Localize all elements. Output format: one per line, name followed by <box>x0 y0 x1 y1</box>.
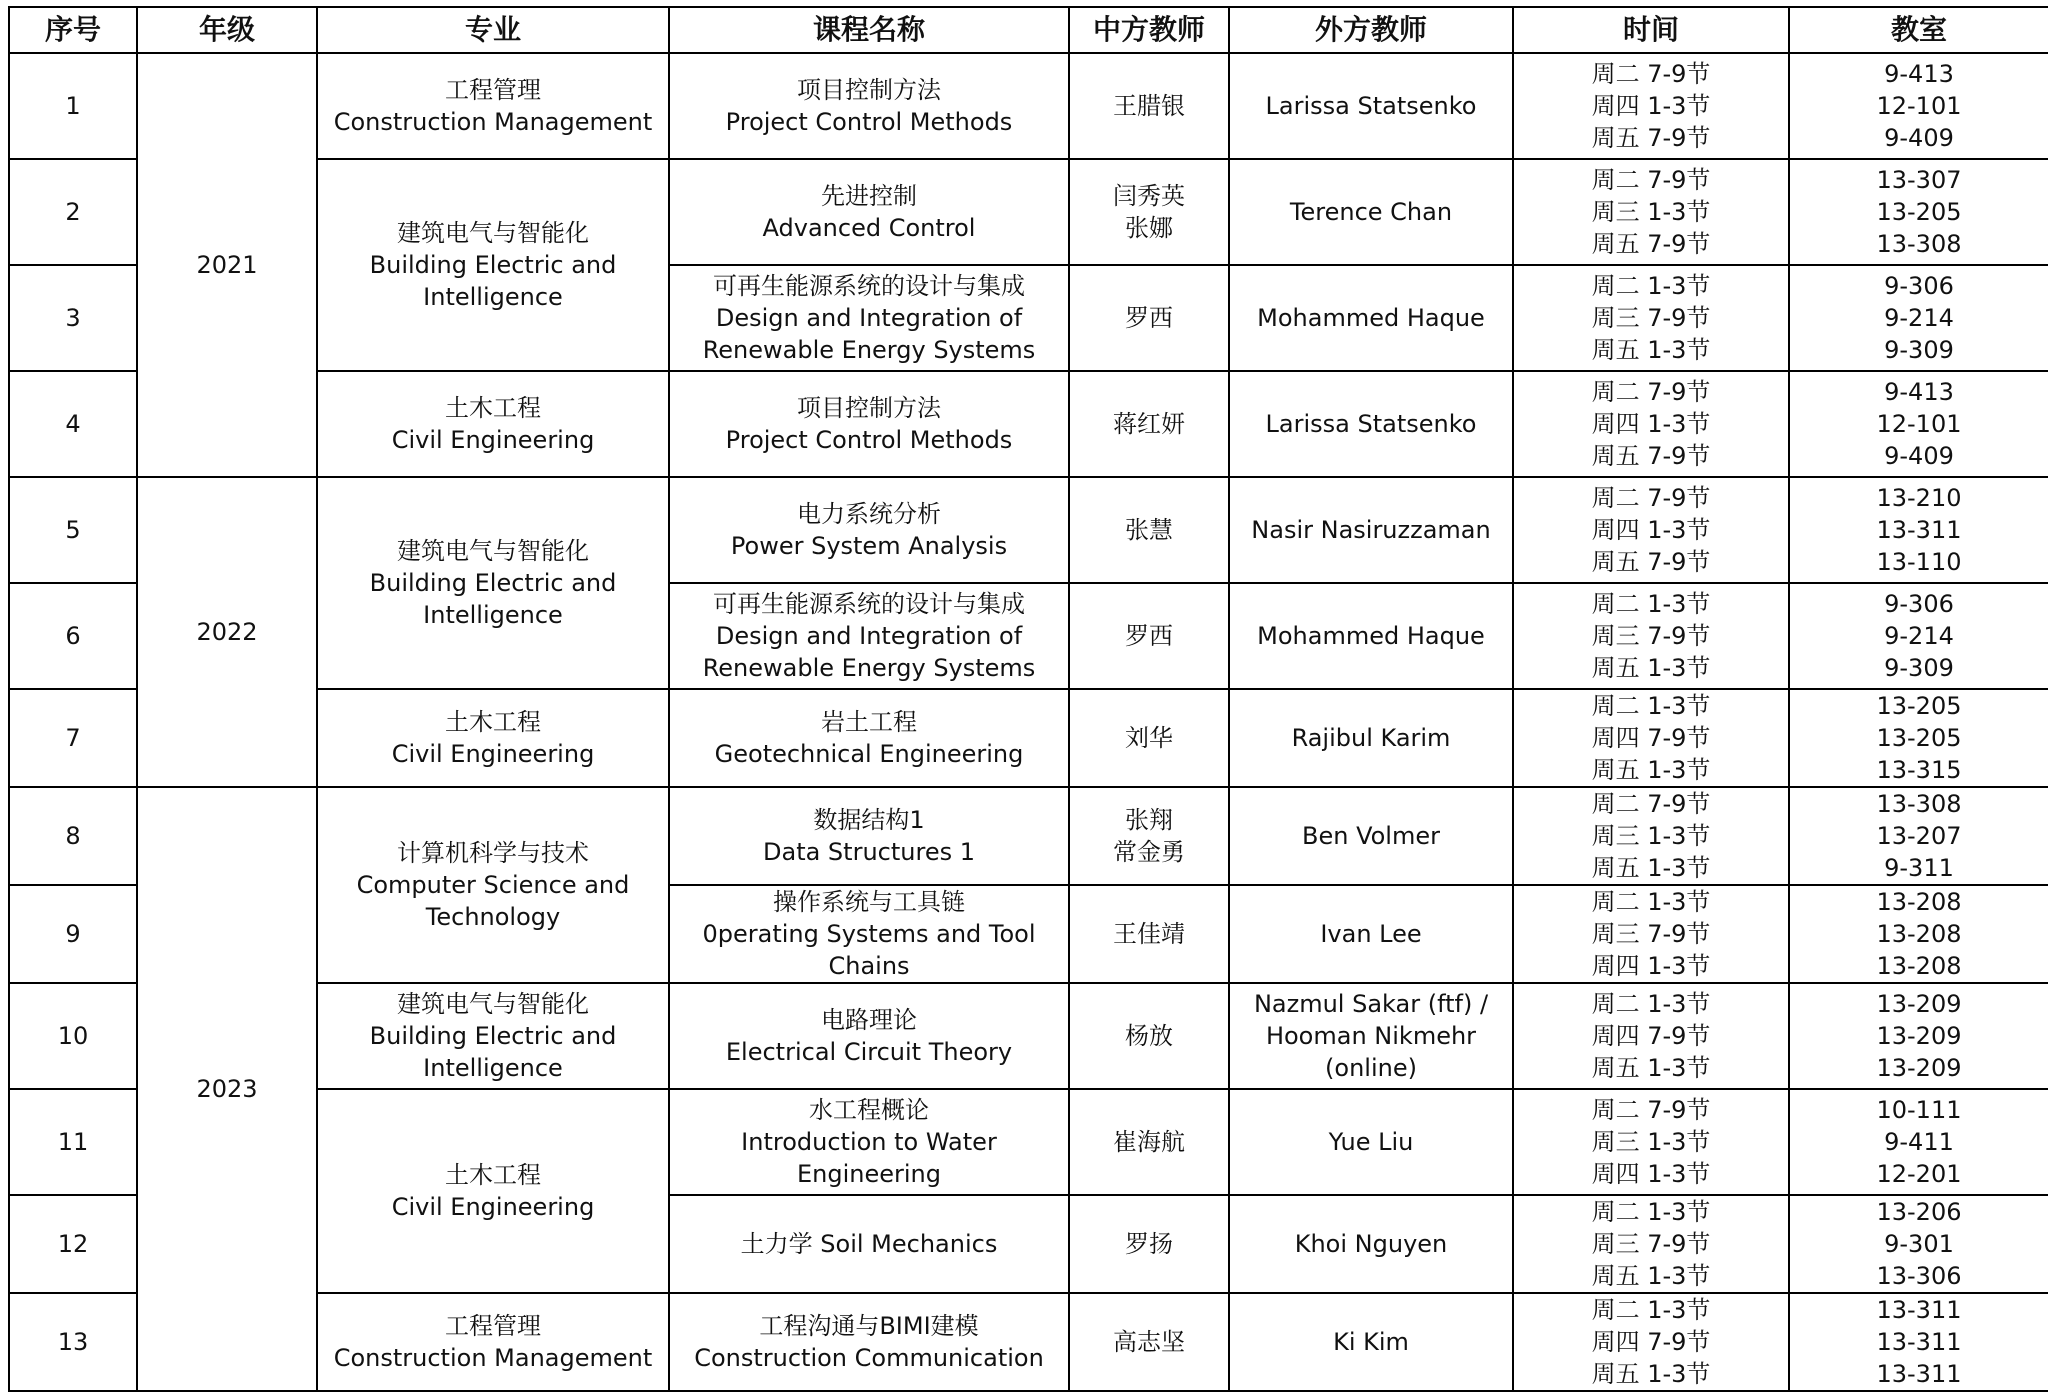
course-cell <box>669 885 1069 983</box>
classroom: 13-208 <box>1876 952 1962 980</box>
row-number: 1 <box>9 53 137 159</box>
foreign-teacher-name: Terence Chan <box>1289 198 1453 226</box>
time-slot: 周五 1-3节 <box>1591 336 1711 364</box>
foreign-teacher-cell <box>1229 159 1513 265</box>
classroom: 13-209 <box>1876 1054 1962 1082</box>
chinese-teacher-name: 张翔 <box>1125 806 1173 834</box>
course-name-zh: 项目控制方法 <box>797 76 941 104</box>
chinese-teacher-name: 崔海航 <box>1113 1128 1185 1156</box>
header-time: 时间 <box>1513 7 1789 53</box>
time-slot: 周五 1-3节 <box>1591 1054 1711 1082</box>
course-name-zh: 操作系统与工具链 <box>773 888 965 916</box>
row-number: 10 <box>9 983 137 1089</box>
chinese-teacher-name: 闫秀英 <box>1113 182 1185 210</box>
time-cell <box>1513 1089 1789 1195</box>
header-foreign-teacher: 外方教师 <box>1229 7 1513 53</box>
row-number: 7 <box>9 689 137 787</box>
course-cell <box>669 1293 1069 1391</box>
major-en: Building Electric and Intelligence <box>369 1022 617 1082</box>
classroom: 13-208 <box>1876 888 1962 916</box>
major-en: Building Electric and Intelligence <box>369 251 617 311</box>
classroom: 9-214 <box>1884 304 1954 332</box>
classroom: 13-206 <box>1876 1198 1962 1226</box>
classroom: 13-205 <box>1876 724 1962 752</box>
course-name-zh: 项目控制方法 <box>797 394 941 422</box>
course-name-zh: 数据结构1 <box>813 806 925 834</box>
time-slot: 周五 7-9节 <box>1591 230 1711 258</box>
classroom: 13-307 <box>1876 166 1962 194</box>
course-name-en: Project Control Methods <box>725 426 1013 454</box>
row-number: 13 <box>9 1293 137 1391</box>
course-cell <box>669 53 1069 159</box>
classroom-cell <box>1789 983 2048 1089</box>
major-cell <box>317 371 669 477</box>
major-cell <box>317 159 669 371</box>
major-zh: 土木工程 <box>445 394 541 422</box>
time-slot: 周二 1-3节 <box>1591 1198 1711 1226</box>
course-name-zh: 水工程概论 <box>809 1096 929 1124</box>
foreign-teacher-name: Rajibul Karim <box>1291 724 1451 752</box>
course-name-zh: 工程沟通与BIMI建模 <box>759 1312 979 1340</box>
chinese-teacher-cell <box>1069 53 1229 159</box>
classroom: 13-110 <box>1876 548 1962 576</box>
course-name-en: Project Control Methods <box>725 108 1013 136</box>
time-cell <box>1513 885 1789 983</box>
classroom: 9-309 <box>1884 654 1954 682</box>
time-cell <box>1513 583 1789 689</box>
classroom: 13-311 <box>1876 1296 1962 1324</box>
major-zh: 建筑电气与智能化 <box>397 219 589 247</box>
chinese-teacher-name: 蒋红妍 <box>1113 410 1185 438</box>
time-cell <box>1513 983 1789 1089</box>
classroom: 13-308 <box>1876 790 1962 818</box>
table-body <box>9 53 2048 1391</box>
header-index: 序号 <box>9 7 137 53</box>
time-slot: 周三 1-3节 <box>1591 1128 1711 1156</box>
major-cell <box>317 983 669 1089</box>
course-cell <box>669 787 1069 885</box>
chinese-teacher-name: 罗扬 <box>1125 1230 1173 1258</box>
time-slot: 周五 7-9节 <box>1591 548 1711 576</box>
classroom: 9-409 <box>1884 124 1954 152</box>
classroom: 13-311 <box>1876 516 1962 544</box>
foreign-teacher-name: Larissa Statsenko <box>1265 92 1477 120</box>
major-zh: 建筑电气与智能化 <box>397 990 589 1018</box>
time-cell <box>1513 1195 1789 1293</box>
time-slot: 周三 7-9节 <box>1591 622 1711 650</box>
chinese-teacher-cell <box>1069 689 1229 787</box>
classroom-cell <box>1789 1195 2048 1293</box>
foreign-teacher-name: Nazmul Sakar (ftf) / <box>1253 990 1489 1018</box>
classroom: 9-214 <box>1884 622 1954 650</box>
row-number: 8 <box>9 787 137 885</box>
time-slot: 周二 1-3节 <box>1591 888 1711 916</box>
time-slot: 周三 7-9节 <box>1591 920 1711 948</box>
header-grade: 年级 <box>137 7 317 53</box>
classroom: 12-101 <box>1876 410 1962 438</box>
chinese-teacher-cell <box>1069 787 1229 885</box>
header-course-name: 课程名称 <box>669 7 1069 53</box>
chinese-teacher-name: 刘华 <box>1125 724 1173 752</box>
classroom-cell <box>1789 53 2048 159</box>
classroom: 9-309 <box>1884 336 1954 364</box>
classroom: 13-311 <box>1876 1328 1962 1356</box>
course-name-en: Design and Integration of Renewable Energy Systems <box>702 304 1036 364</box>
foreign-teacher-name: Ki Kim <box>1333 1328 1409 1356</box>
row-number: 11 <box>9 1089 137 1195</box>
course-cell <box>669 477 1069 583</box>
major-zh: 建筑电气与智能化 <box>397 537 589 565</box>
time-slot: 周二 7-9节 <box>1591 1096 1711 1124</box>
foreign-teacher-name: Yue Liu <box>1328 1128 1414 1156</box>
chinese-teacher-cell <box>1069 583 1229 689</box>
classroom: 9-413 <box>1884 60 1954 88</box>
row-number: 4 <box>9 371 137 477</box>
course-cell <box>669 983 1069 1089</box>
classroom-cell <box>1789 885 2048 983</box>
table-row <box>9 787 2048 885</box>
major-zh: 工程管理 <box>445 76 541 104</box>
chinese-teacher-cell <box>1069 1195 1229 1293</box>
classroom: 13-205 <box>1876 198 1962 226</box>
time-cell <box>1513 371 1789 477</box>
classroom-cell <box>1789 689 2048 787</box>
course-cell <box>669 689 1069 787</box>
time-slot: 周四 1-3节 <box>1591 92 1711 120</box>
major-en: Construction Management <box>333 108 653 136</box>
time-slot: 周二 1-3节 <box>1591 1296 1711 1324</box>
course-cell <box>669 159 1069 265</box>
time-slot: 周四 1-3节 <box>1591 952 1711 980</box>
major-en: Building Electric and Intelligence <box>369 569 617 629</box>
time-slot: 周五 7-9节 <box>1591 442 1711 470</box>
course-name-en: Electrical Circuit Theory <box>725 1038 1013 1066</box>
foreign-teacher-name: Hooman Nikmehr <box>1265 1022 1477 1050</box>
course-cell <box>669 371 1069 477</box>
classroom: 12-201 <box>1876 1160 1962 1188</box>
time-cell <box>1513 159 1789 265</box>
foreign-teacher-name: Ben Volmer <box>1302 822 1440 850</box>
major-cell <box>317 477 669 689</box>
chinese-teacher-cell <box>1069 159 1229 265</box>
chinese-teacher-cell <box>1069 371 1229 477</box>
course-name-en: Data Structures 1 <box>763 838 975 866</box>
schedule-sheet <box>8 6 2048 1388</box>
course-name-zh: 可再生能源系统的设计与集成 <box>713 272 1025 300</box>
major-zh: 计算机科学与技术 <box>397 839 589 867</box>
row-number: 2 <box>9 159 137 265</box>
time-slot: 周二 1-3节 <box>1591 692 1711 720</box>
time-slot: 周二 7-9节 <box>1591 378 1711 406</box>
major-en: Civil Engineering <box>391 1193 595 1221</box>
course-name-en: Construction Communication <box>694 1344 1044 1372</box>
foreign-teacher-cell <box>1229 983 1513 1089</box>
grade-cell: 2023 <box>137 787 317 1391</box>
foreign-teacher-name: Khoi Nguyen <box>1294 1230 1448 1258</box>
foreign-teacher-cell <box>1229 371 1513 477</box>
time-cell <box>1513 477 1789 583</box>
course-cell <box>669 265 1069 371</box>
time-cell <box>1513 53 1789 159</box>
foreign-teacher-name: Mohammed Haque <box>1257 622 1485 650</box>
chinese-teacher-cell <box>1069 1089 1229 1195</box>
classroom: 13-209 <box>1876 990 1962 1018</box>
foreign-teacher-name: Mohammed Haque <box>1257 304 1485 332</box>
classroom-cell <box>1789 477 2048 583</box>
course-name-en: Design and Integration of Renewable Energy Systems <box>702 622 1036 682</box>
time-cell <box>1513 787 1789 885</box>
major-cell <box>317 53 669 159</box>
classroom: 9-411 <box>1884 1128 1954 1156</box>
course-cell <box>669 1195 1069 1293</box>
time-slot: 周二 1-3节 <box>1591 590 1711 618</box>
major-cell <box>317 787 669 983</box>
major-cell <box>317 1089 669 1293</box>
foreign-teacher-cell <box>1229 53 1513 159</box>
course-name-en: Introduction to Water Engineering <box>741 1128 997 1188</box>
foreign-teacher-cell <box>1229 583 1513 689</box>
chinese-teacher-name: 张娜 <box>1125 214 1173 242</box>
foreign-teacher-cell <box>1229 689 1513 787</box>
classroom: 9-311 <box>1884 854 1954 882</box>
classroom: 9-409 <box>1884 442 1954 470</box>
major-cell <box>317 1293 669 1391</box>
foreign-teacher-name: Nasir Nasiruzzaman <box>1251 516 1491 544</box>
foreign-teacher-cell <box>1229 885 1513 983</box>
foreign-teacher-cell <box>1229 1089 1513 1195</box>
classroom: 13-311 <box>1876 1360 1962 1388</box>
classroom: 9-301 <box>1884 1230 1954 1258</box>
classroom-cell <box>1789 371 2048 477</box>
course-name-zh: 先进控制 <box>821 182 917 210</box>
course-name-en: Power System Analysis <box>730 532 1008 560</box>
classroom: 12-101 <box>1876 92 1962 120</box>
classroom: 9-306 <box>1884 590 1954 618</box>
major-en: Computer Science and Technology <box>356 871 630 931</box>
chinese-teacher-cell <box>1069 885 1229 983</box>
chinese-teacher-name: 罗西 <box>1125 304 1173 332</box>
time-slot: 周五 1-3节 <box>1591 756 1711 784</box>
major-cell <box>317 689 669 787</box>
row-number: 5 <box>9 477 137 583</box>
time-slot: 周四 7-9节 <box>1591 1022 1711 1050</box>
course-name-zh: 电路理论 <box>821 1006 917 1034</box>
foreign-teacher-name: Ivan Lee <box>1320 920 1422 948</box>
foreign-teacher-name: (online) <box>1325 1054 1417 1082</box>
time-cell <box>1513 1293 1789 1391</box>
time-slot: 周三 7-9节 <box>1591 304 1711 332</box>
course-name-en: Advanced Control <box>762 214 976 242</box>
foreign-teacher-name: Larissa Statsenko <box>1265 410 1477 438</box>
header-row <box>9 7 2048 53</box>
course-name-zh: 电力系统分析 <box>797 500 941 528</box>
major-zh: 土木工程 <box>445 1161 541 1189</box>
time-slot: 周二 7-9节 <box>1591 790 1711 818</box>
time-cell <box>1513 689 1789 787</box>
classroom: 13-208 <box>1876 920 1962 948</box>
classroom: 13-207 <box>1876 822 1962 850</box>
header-major: 专业 <box>317 7 669 53</box>
time-slot: 周二 7-9节 <box>1591 60 1711 88</box>
time-slot: 周五 1-3节 <box>1591 654 1711 682</box>
time-slot: 周五 7-9节 <box>1591 124 1711 152</box>
foreign-teacher-cell <box>1229 477 1513 583</box>
classroom: 13-209 <box>1876 1022 1962 1050</box>
classroom-cell <box>1789 583 2048 689</box>
header-chinese-teacher: 中方教师 <box>1069 7 1229 53</box>
grade-cell: 2022 <box>137 477 317 787</box>
row-number: 9 <box>9 885 137 983</box>
chinese-teacher-name: 杨放 <box>1125 1022 1173 1050</box>
foreign-teacher-cell <box>1229 265 1513 371</box>
time-slot: 周二 7-9节 <box>1591 166 1711 194</box>
classroom-cell <box>1789 1089 2048 1195</box>
major-en: Civil Engineering <box>391 426 595 454</box>
time-slot: 周三 1-3节 <box>1591 822 1711 850</box>
row-number: 12 <box>9 1195 137 1293</box>
classroom: 13-306 <box>1876 1262 1962 1290</box>
classroom: 9-413 <box>1884 378 1954 406</box>
chinese-teacher-name: 罗西 <box>1125 622 1173 650</box>
classroom: 10-111 <box>1876 1096 1962 1124</box>
classroom: 13-205 <box>1876 692 1962 720</box>
time-slot: 周二 7-9节 <box>1591 484 1711 512</box>
classroom: 13-210 <box>1876 484 1962 512</box>
time-slot: 周四 1-3节 <box>1591 1160 1711 1188</box>
chinese-teacher-cell <box>1069 1293 1229 1391</box>
classroom-cell <box>1789 159 2048 265</box>
chinese-teacher-cell <box>1069 983 1229 1089</box>
classroom-cell <box>1789 265 2048 371</box>
table-row <box>9 53 2048 159</box>
course-name-zh: 可再生能源系统的设计与集成 <box>713 590 1025 618</box>
classroom: 13-315 <box>1876 756 1962 784</box>
classroom-cell <box>1789 787 2048 885</box>
row-number: 6 <box>9 583 137 689</box>
chinese-teacher-cell <box>1069 477 1229 583</box>
time-slot: 周五 1-3节 <box>1591 1262 1711 1290</box>
classroom: 13-308 <box>1876 230 1962 258</box>
foreign-teacher-cell <box>1229 1195 1513 1293</box>
time-slot: 周二 1-3节 <box>1591 272 1711 300</box>
foreign-teacher-cell <box>1229 787 1513 885</box>
grade-cell: 2021 <box>137 53 317 477</box>
course-name-zh: 岩土工程 <box>821 708 917 736</box>
time-slot: 周五 1-3节 <box>1591 1360 1711 1388</box>
row-number: 3 <box>9 265 137 371</box>
chinese-teacher-name: 王佳靖 <box>1113 920 1185 948</box>
time-slot: 周四 7-9节 <box>1591 724 1711 752</box>
course-name-en: Geotechnical Engineering <box>714 740 1024 768</box>
time-slot: 周四 7-9节 <box>1591 1328 1711 1356</box>
time-slot: 周四 1-3节 <box>1591 410 1711 438</box>
time-slot: 周四 1-3节 <box>1591 516 1711 544</box>
major-zh: 土木工程 <box>445 708 541 736</box>
chinese-teacher-name: 常金勇 <box>1113 838 1185 866</box>
time-slot: 周二 1-3节 <box>1591 990 1711 1018</box>
time-slot: 周三 1-3节 <box>1591 198 1711 226</box>
time-slot: 周三 7-9节 <box>1591 1230 1711 1258</box>
time-cell <box>1513 265 1789 371</box>
classroom-cell <box>1789 1293 2048 1391</box>
chinese-teacher-name: 张慧 <box>1125 516 1173 544</box>
major-en: Civil Engineering <box>391 740 595 768</box>
major-zh: 工程管理 <box>445 1312 541 1340</box>
course-name-zh: 土力学 Soil Mechanics <box>740 1230 998 1258</box>
classroom: 9-306 <box>1884 272 1954 300</box>
chinese-teacher-name: 高志坚 <box>1113 1328 1185 1356</box>
foreign-teacher-cell <box>1229 1293 1513 1391</box>
course-schedule-table <box>8 6 2048 1392</box>
time-slot: 周五 1-3节 <box>1591 854 1711 882</box>
course-name-en: 0perating Systems and Tool Chains <box>702 920 1036 980</box>
course-cell <box>669 583 1069 689</box>
chinese-teacher-name: 王腊银 <box>1113 92 1185 120</box>
header-classroom: 教室 <box>1789 7 2048 53</box>
table-row <box>9 477 2048 583</box>
chinese-teacher-cell <box>1069 265 1229 371</box>
course-cell <box>669 1089 1069 1195</box>
major-en: Construction Management <box>333 1344 653 1372</box>
